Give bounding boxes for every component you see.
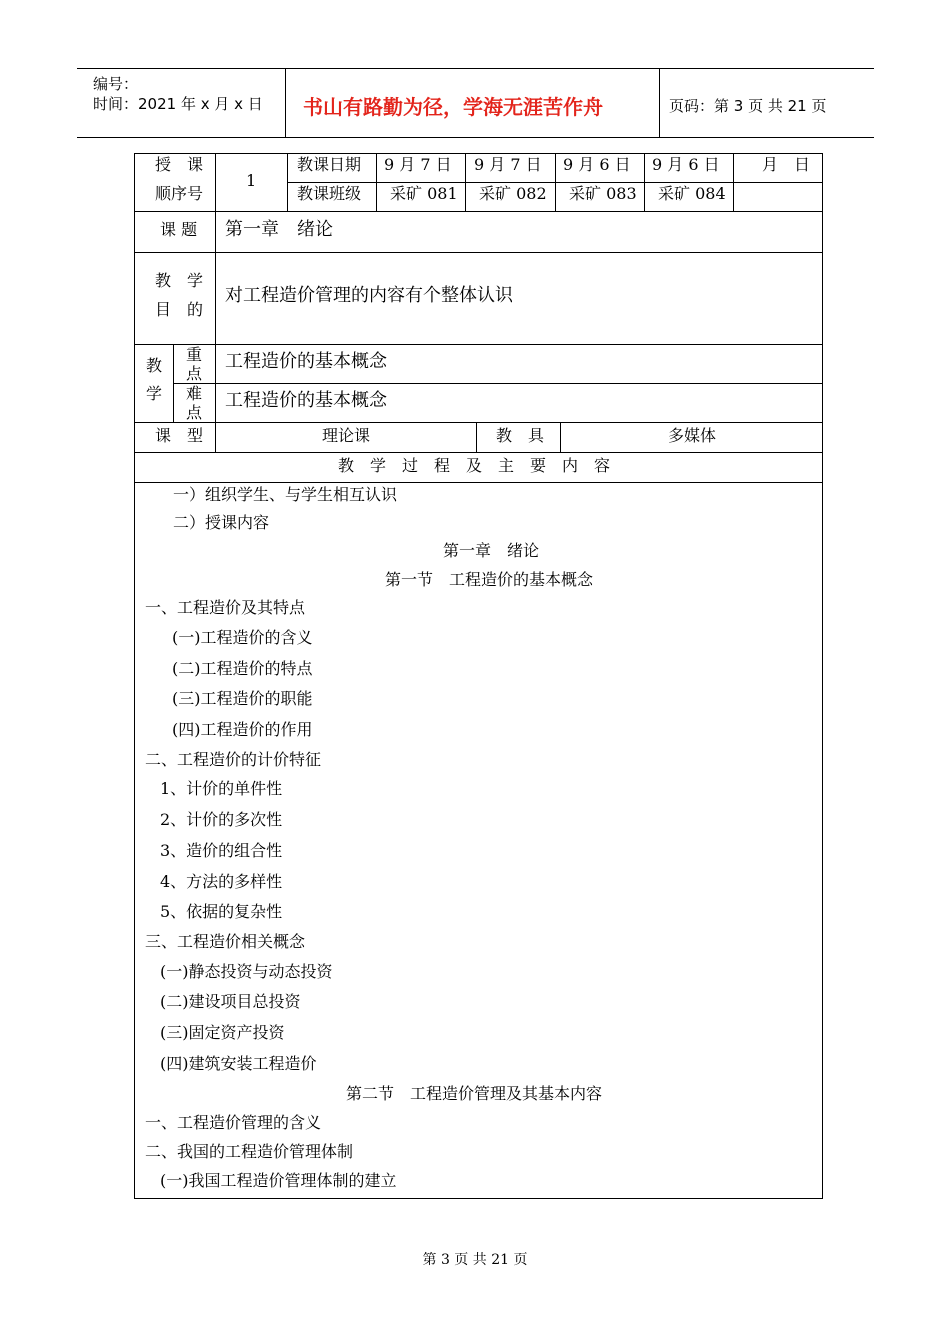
teach-label: 教 [146, 356, 163, 375]
topic-value: 第一章 绪论 [225, 219, 333, 240]
content-line: 2、计价的多次性 [160, 810, 283, 829]
header-number: 编号： [93, 75, 139, 93]
header-time: 时间：2021 年 x 月 x 日 [93, 95, 263, 113]
class-cell: 采矿 083 [569, 184, 637, 203]
process-heading: 教 学 过 程 及 主 要 内 容 [338, 456, 611, 475]
content-line: 一）组织学生、与学生相互认识 [173, 485, 398, 504]
seq-label: 顺序号 [155, 184, 204, 203]
header-divider [285, 69, 286, 137]
page-footer: 第 3 页 共 21 页 [422, 1252, 528, 1268]
content-line: 三、工程造价相关概念 [145, 932, 306, 951]
content-line: 5、依据的复杂性 [160, 902, 283, 921]
class-cell: 采矿 081 [390, 184, 458, 203]
date-cell: 9 月 7 日 [384, 155, 452, 174]
diff-label: 点 [186, 403, 203, 422]
tool-label: 教 具 [496, 426, 545, 445]
key-label: 点 [186, 364, 203, 383]
content-line: 一、工程造价及其特点 [145, 598, 306, 617]
page-header [77, 68, 874, 138]
class-cell: 采矿 084 [658, 184, 726, 203]
content-line: (一)我国工程造价管理体制的建立 [160, 1171, 397, 1190]
date-cell: 月 日 [762, 155, 811, 174]
content-line: (四)工程造价的作用 [172, 720, 313, 739]
content-line: (三)工程造价的职能 [172, 689, 313, 708]
section-heading: 第二节 工程造价管理及其基本内容 [346, 1084, 603, 1103]
header-motto: 书山有路勤为径，学海无涯苦作舟 [303, 95, 603, 119]
date-cell: 9 月 6 日 [652, 155, 720, 174]
teach-label: 学 [146, 384, 163, 403]
diff-label: 难 [186, 384, 203, 403]
content-line: 二、我国的工程造价管理体制 [145, 1142, 354, 1161]
date-label: 教课日期 [297, 155, 362, 174]
seq-label: 授 课 [155, 155, 204, 174]
content-line: 二）授课内容 [173, 513, 270, 532]
content-line: (一)静态投资与动态投资 [160, 962, 333, 981]
goal-label: 教 学 [155, 271, 204, 290]
content-line: 3、造价的组合性 [160, 841, 283, 860]
content-line: (三)固定资产投资 [160, 1023, 285, 1042]
content-line: 一、工程造价管理的含义 [145, 1113, 322, 1132]
type-value: 理论课 [322, 426, 371, 445]
topic-label: 课 题 [160, 220, 198, 239]
class-cell: 采矿 082 [479, 184, 547, 203]
section-heading: 第一节 工程造价的基本概念 [385, 570, 594, 589]
key-value: 工程造价的基本概念 [225, 351, 387, 372]
type-label: 课 型 [155, 426, 204, 445]
key-label: 重 [186, 345, 203, 364]
date-cell: 9 月 7 日 [474, 155, 542, 174]
seq-value: 1 [246, 171, 257, 190]
chapter-heading: 第一章 绪论 [443, 541, 540, 560]
header-page: 页码：第 3 页 共 21 页 [669, 97, 827, 115]
goal-label: 目 的 [155, 300, 204, 319]
content-line: (二)建设项目总投资 [160, 992, 301, 1011]
content-line: (一)工程造价的含义 [172, 628, 313, 647]
content-line: (四)建筑安装工程造价 [160, 1054, 317, 1073]
class-label: 教课班级 [297, 184, 362, 203]
diff-value: 工程造价的基本概念 [225, 390, 387, 411]
content-line: 二、工程造价的计价特征 [145, 750, 322, 769]
goal-value: 对工程造价管理的内容有个整体认识 [225, 285, 513, 306]
content-line: 1、计价的单件性 [160, 779, 283, 798]
date-cell: 9 月 6 日 [563, 155, 631, 174]
header-divider [659, 69, 660, 137]
content-line: (二)工程造价的特点 [172, 659, 313, 678]
content-line: 4、方法的多样性 [160, 872, 283, 891]
tool-value: 多媒体 [668, 426, 717, 445]
